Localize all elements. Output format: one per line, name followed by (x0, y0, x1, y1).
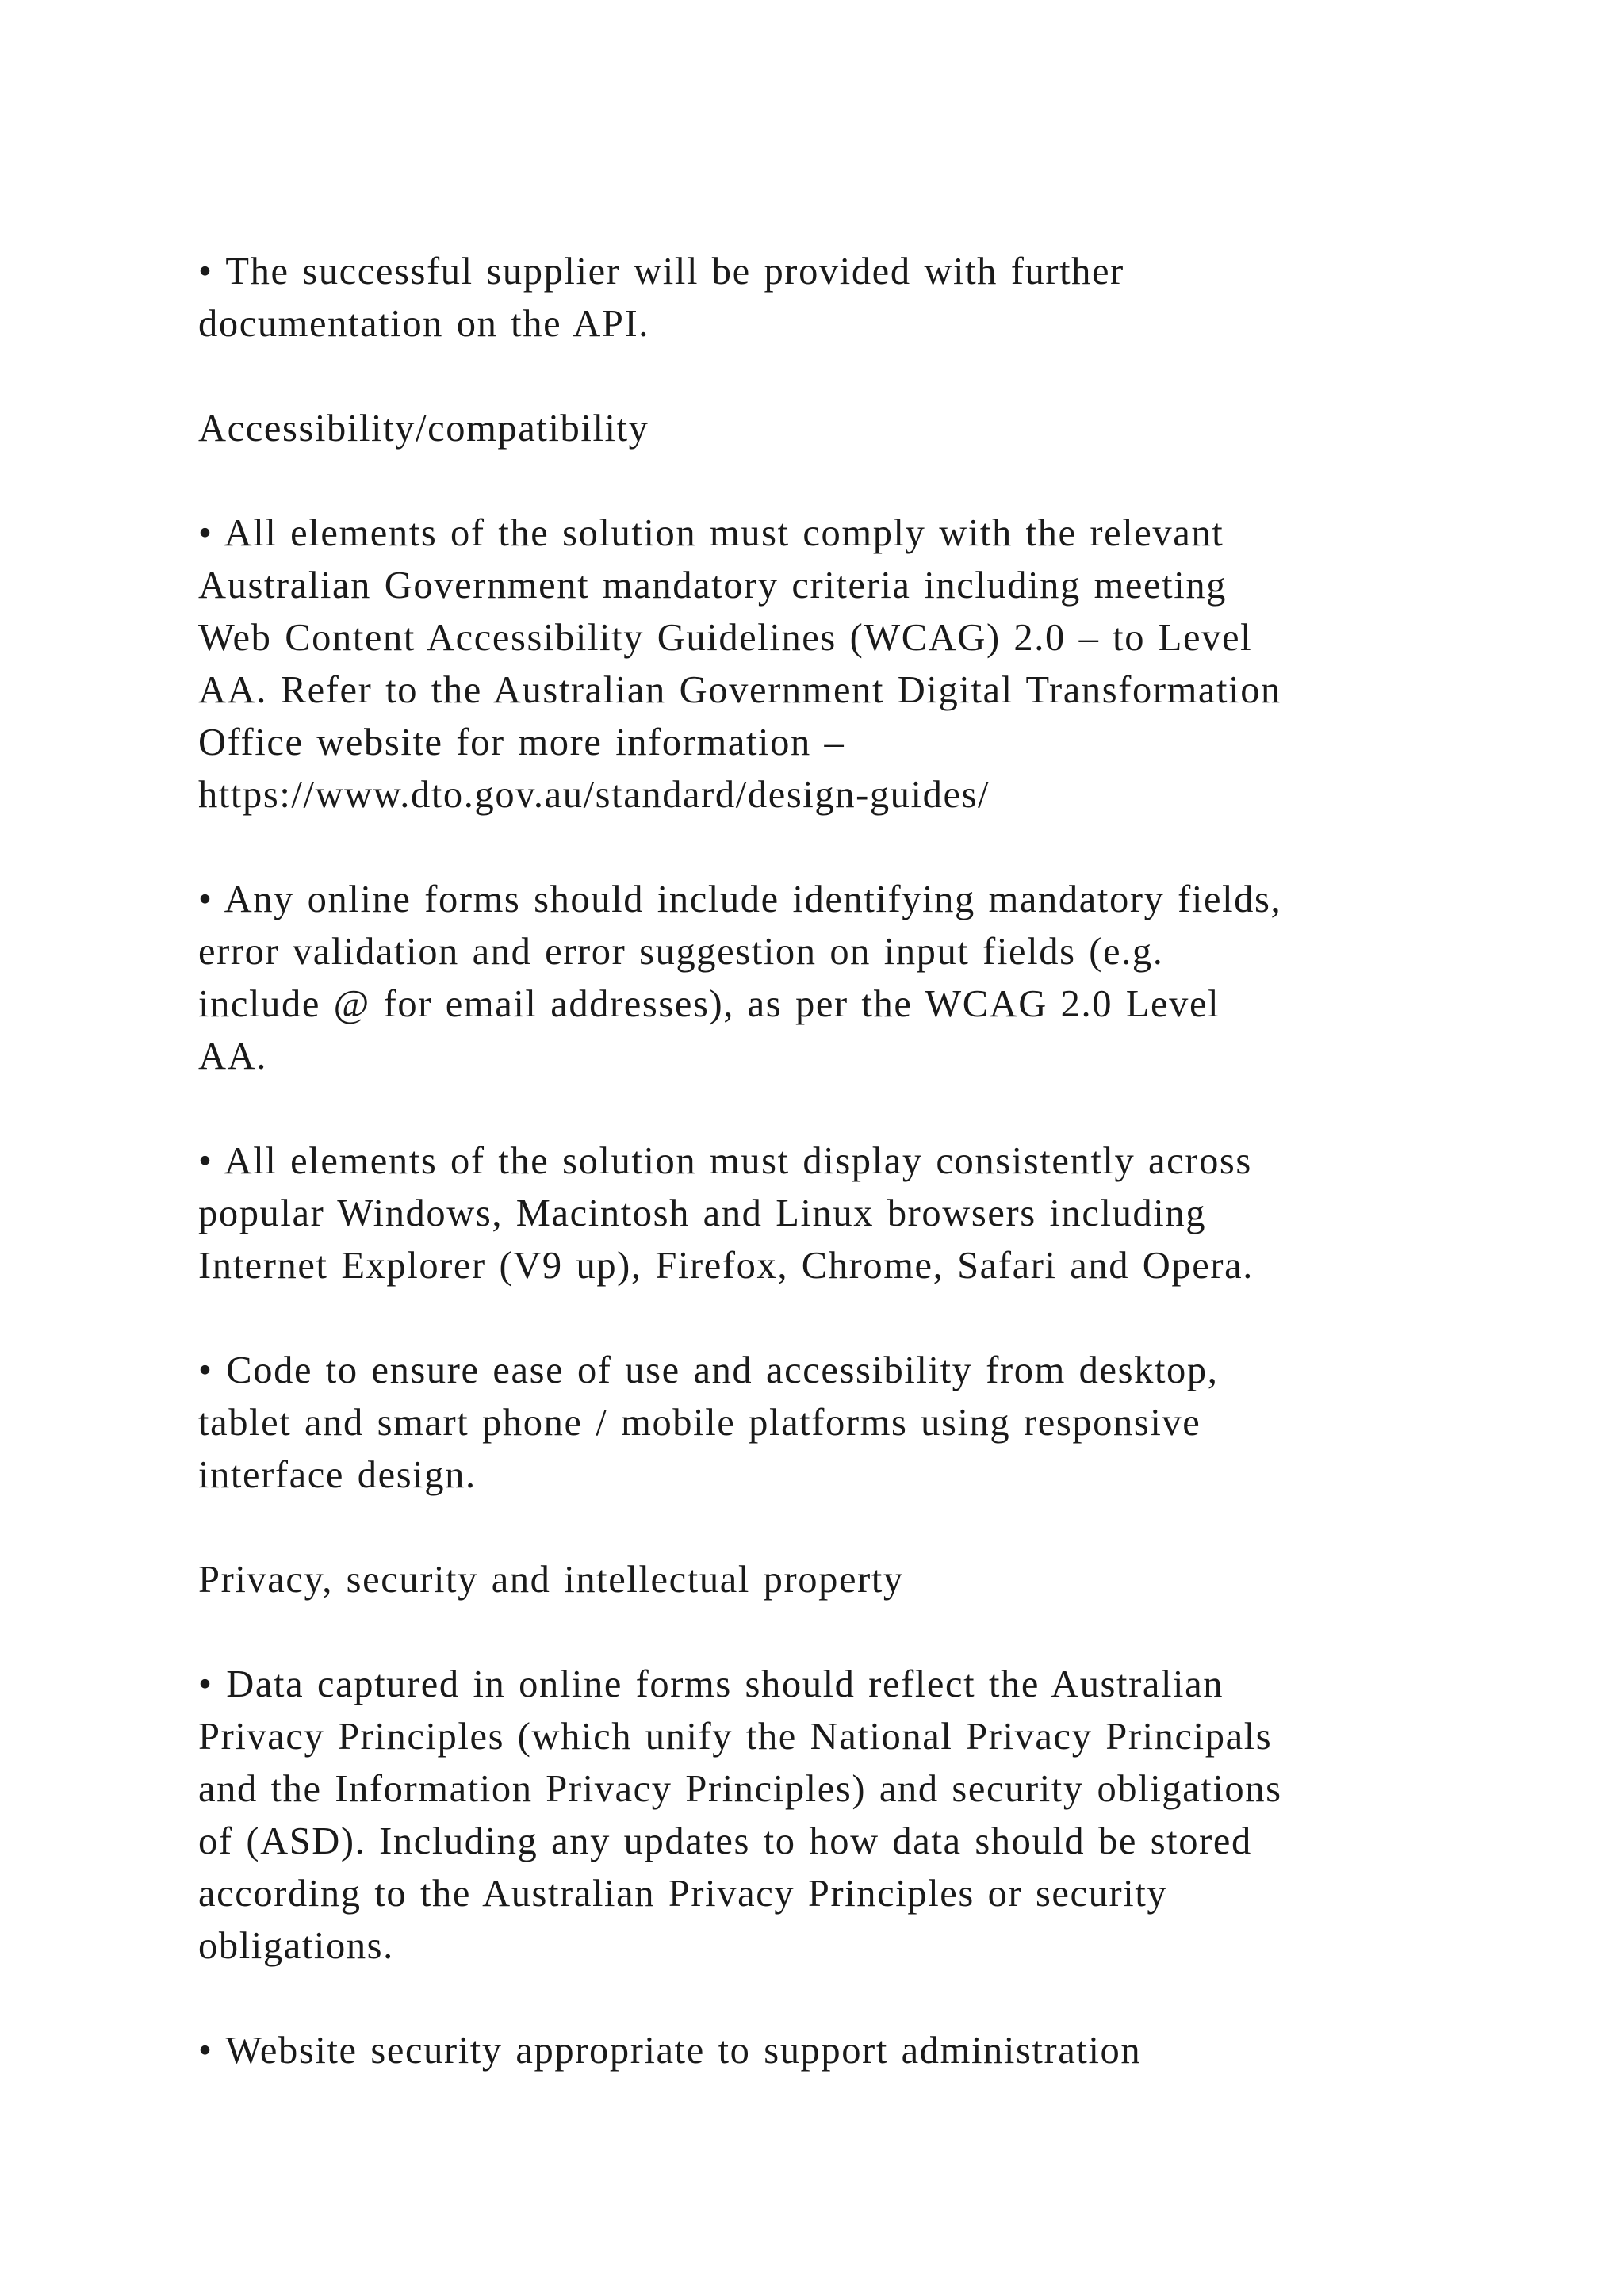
text-line: Web Content Accessibility Guidelines (WCAG) 2.0 – to Level (198, 617, 1253, 659)
text-line: error validation and error suggestion on input fields (e.g. (198, 931, 1164, 973)
text-line: AA. Refer to the Australian Government Digital Transformation (198, 669, 1281, 711)
text-line: documentation on the API. (198, 303, 649, 345)
bullet-paragraph (198, 874, 1435, 1083)
text-line: • The successful supplier will be provided with further (198, 251, 1124, 293)
text-line: https://www.dto.gov.au/standard/design-guides/ (198, 774, 990, 816)
text-line: • All elements of the solution must display consistently across (198, 1140, 1252, 1182)
text-line: • Any online forms should include identifying mandatory fields, (198, 878, 1282, 920)
text-line: of (ASD). Including any updates to how data should be stored (198, 1820, 1252, 1862)
text-line: • Code to ensure ease of use and accessibility from desktop, (198, 1349, 1219, 1391)
text-line: tablet and smart phone / mobile platforms using responsive (198, 1402, 1201, 1444)
text-line: interface design. (198, 1454, 477, 1496)
bullet-paragraph (198, 1659, 1435, 1973)
bullet-paragraph (198, 507, 1435, 821)
text-line: Privacy, security and intellectual property (198, 1559, 904, 1601)
section-heading (198, 403, 1435, 455)
text-line: Internet Explorer (V9 up), Firefox, Chrome, Safari and Opera. (198, 1245, 1254, 1287)
text-line: Privacy Principles (which unify the National Privacy Principals (198, 1716, 1273, 1758)
document-body (198, 246, 1435, 2077)
text-line: include @ for email addresses), as per the WCAG 2.0 Level (198, 983, 1220, 1025)
text-line: according to the Australian Privacy Principles or security (198, 1873, 1168, 1915)
text-line: obligations. (198, 1925, 394, 1967)
bullet-paragraph (198, 2025, 1435, 2077)
bullet-paragraph (198, 246, 1435, 350)
bullet-paragraph (198, 1135, 1435, 1292)
text-line: • Website security appropriate to support administration (198, 2030, 1142, 2072)
bullet-paragraph (198, 1345, 1435, 1502)
text-line: • All elements of the solution must comply with the relevant (198, 512, 1224, 554)
text-line: Accessibility/compatibility (198, 408, 649, 450)
text-line: and the Information Privacy Principles) and security obligations (198, 1768, 1282, 1810)
text-line: Australian Government mandatory criteria including meeting (198, 564, 1228, 607)
text-line: • Data captured in online forms should reflect the Australian (198, 1663, 1224, 1705)
text-line: popular Windows, Macintosh and Linux browsers including (198, 1192, 1207, 1234)
section-heading (198, 1554, 1435, 1606)
text-line: AA. (198, 1035, 267, 1077)
text-line: Office website for more information – (198, 721, 845, 763)
